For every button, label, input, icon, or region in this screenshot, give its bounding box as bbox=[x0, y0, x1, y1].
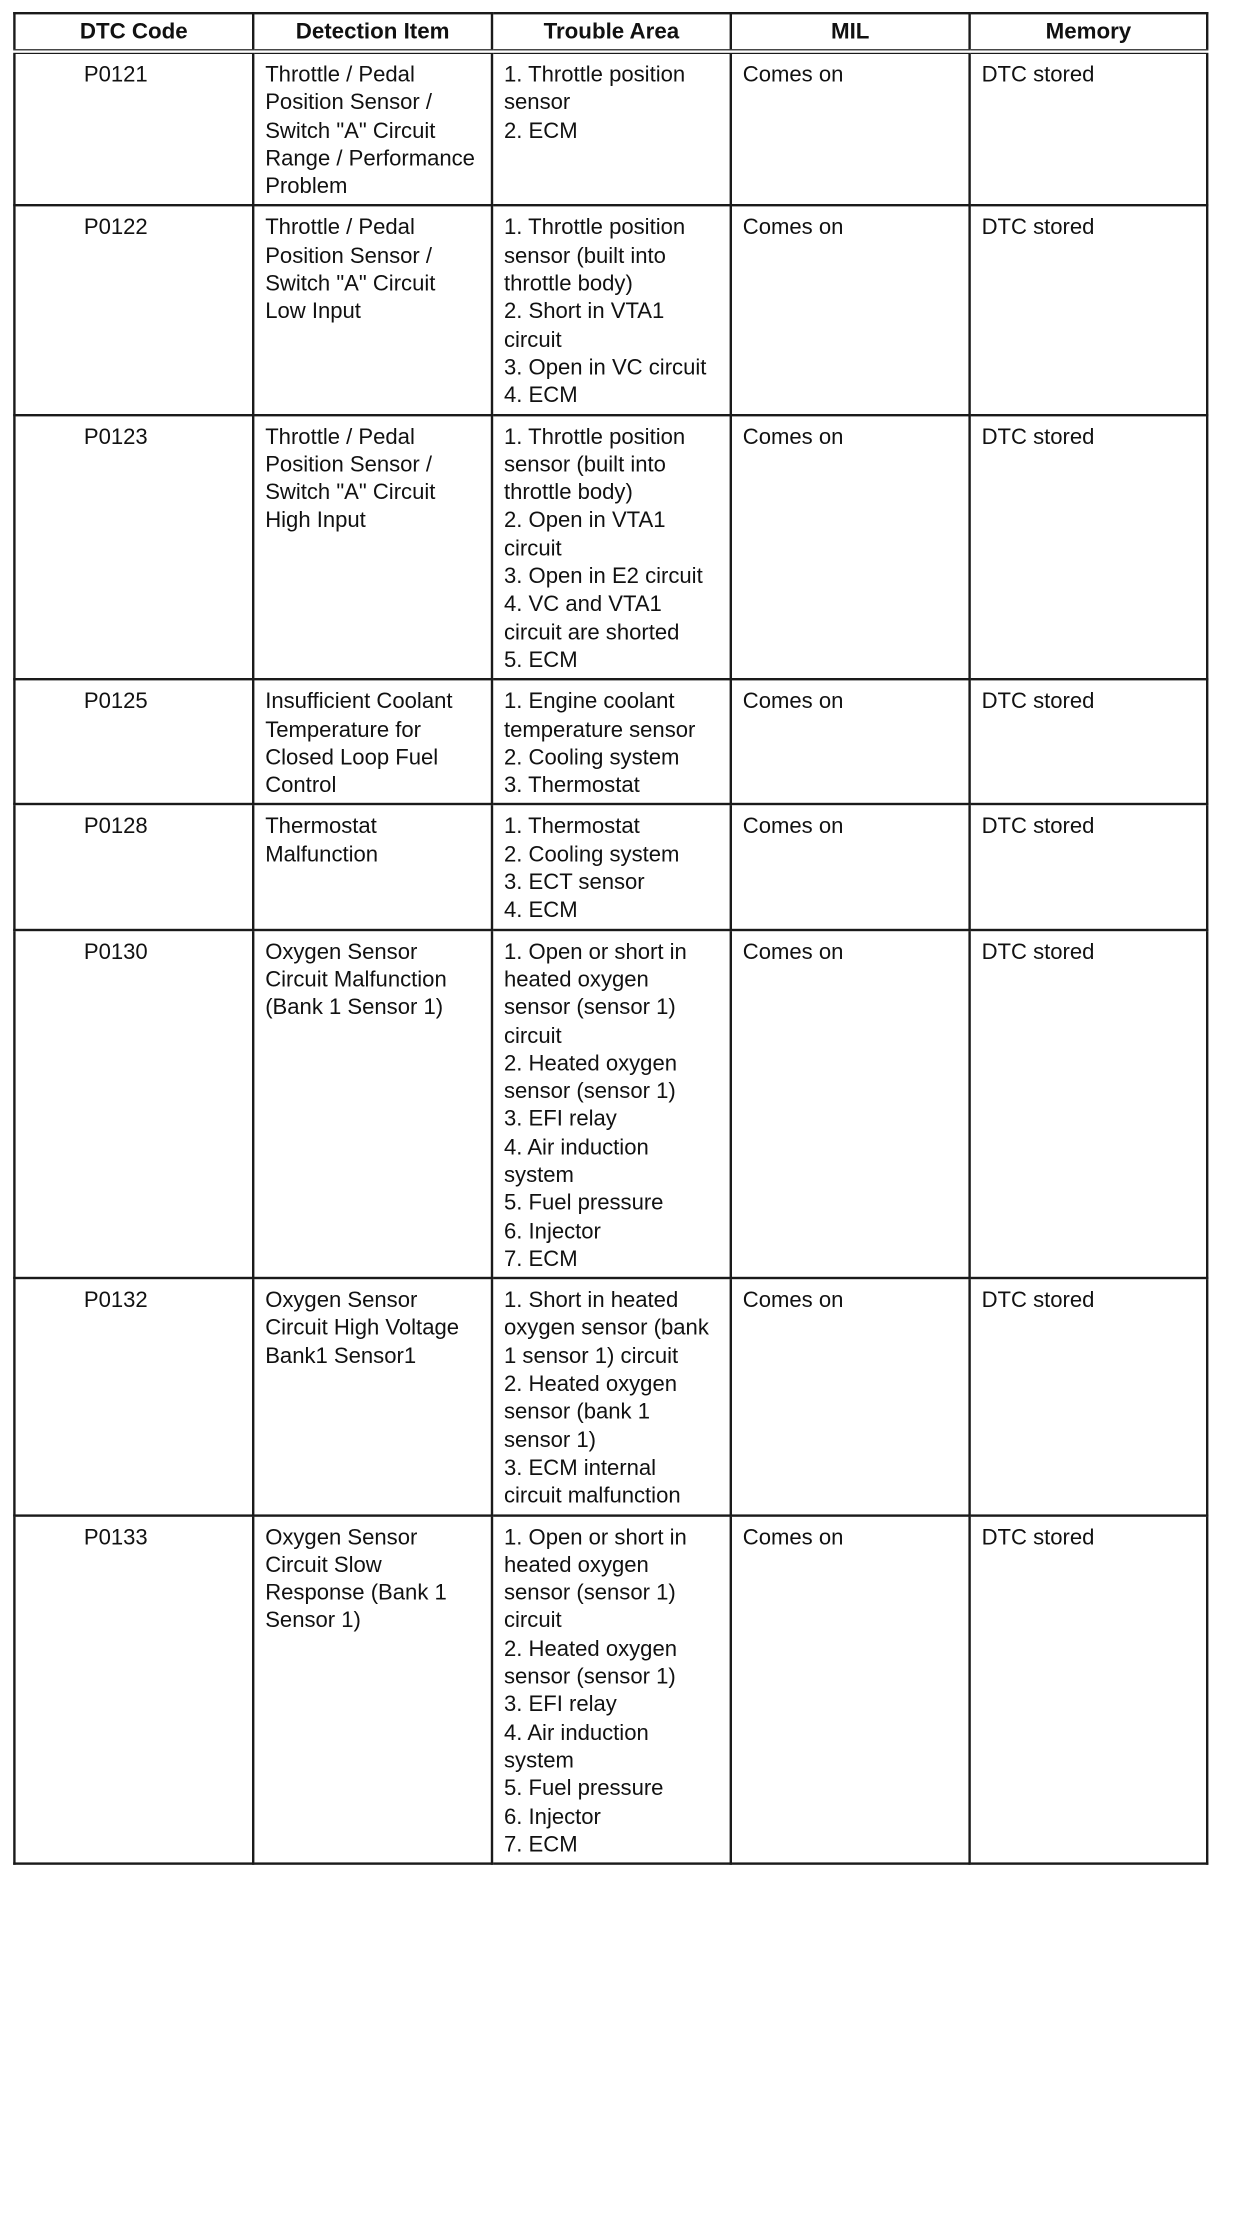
trouble-area-line: system bbox=[504, 1747, 574, 1773]
trouble-area-cell bbox=[492, 1278, 731, 1515]
memory-cell: DTC stored bbox=[970, 206, 1208, 415]
detection-item-line: Position Sensor / bbox=[265, 242, 433, 268]
trouble-area-line: 5. Fuel pressure bbox=[504, 1775, 664, 1801]
mil-cell: Comes on bbox=[731, 1278, 970, 1515]
table-row bbox=[14, 206, 1207, 415]
detection-item-line: Circuit High Voltage bbox=[265, 1314, 460, 1340]
mil-cell: Comes on bbox=[731, 415, 970, 680]
trouble-area-line: circuit bbox=[504, 1021, 562, 1047]
trouble-area-line: sensor (sensor 1) bbox=[504, 1579, 676, 1605]
detection-item-line: Position Sensor / bbox=[265, 451, 433, 477]
table-row bbox=[14, 930, 1207, 1279]
trouble-area-line: sensor (built into bbox=[504, 451, 666, 477]
detection-item-line: Range / Performance bbox=[265, 145, 475, 171]
trouble-area-line: 2. Cooling system bbox=[504, 743, 680, 769]
dtc-code-cell: P0121 bbox=[14, 52, 253, 206]
trouble-area-line: 1. Thermostat bbox=[504, 812, 640, 839]
mil-cell: Comes on bbox=[731, 930, 970, 1279]
trouble-area-line: heated oxygen bbox=[504, 1551, 649, 1577]
trouble-area-line: 2. Cooling system bbox=[504, 840, 680, 867]
detection-item-line: Circuit Malfunction bbox=[265, 965, 447, 992]
detection-item-cell bbox=[253, 679, 492, 804]
dtc-code-cell: P0130 bbox=[14, 930, 253, 1279]
trouble-area-line: sensor (sensor 1) bbox=[504, 1663, 676, 1689]
trouble-area-line: temperature sensor bbox=[504, 715, 696, 742]
detection-item-line: Circuit Slow bbox=[265, 1551, 382, 1577]
trouble-area-cell bbox=[492, 1515, 731, 1864]
trouble-area-line: 7. ECM bbox=[504, 1830, 578, 1857]
detection-item-line: Oxygen Sensor bbox=[265, 937, 418, 964]
detection-item-line: High Input bbox=[265, 506, 366, 533]
dtc-code-cell: P0133 bbox=[14, 1515, 253, 1864]
detection-item-line: Control bbox=[265, 771, 337, 797]
trouble-area-line: 2. Heated oxygen bbox=[504, 1370, 678, 1396]
trouble-area-line: throttle body) bbox=[504, 478, 633, 505]
table-row bbox=[14, 805, 1207, 930]
trouble-area-cell bbox=[492, 679, 731, 804]
trouble-area-line: 3. Open in VC circuit bbox=[504, 353, 707, 380]
table-row bbox=[14, 1278, 1207, 1515]
trouble-area-line: 1. Throttle position bbox=[504, 61, 686, 87]
trouble-area-line: sensor (built into bbox=[504, 242, 666, 268]
detection-item-line: Low Input bbox=[265, 298, 361, 324]
detection-item-line: (Bank 1 Sensor 1) bbox=[265, 993, 444, 1020]
table-header bbox=[14, 13, 1207, 51]
detection-item-cell bbox=[253, 1278, 492, 1515]
table-row bbox=[14, 52, 1207, 206]
trouble-area-line: 3. ECT sensor bbox=[504, 868, 645, 895]
detection-item-line: Temperature for bbox=[265, 715, 421, 742]
header-dtc-code: DTC Code bbox=[14, 13, 253, 51]
trouble-area-line: 3. Thermostat bbox=[504, 771, 640, 797]
trouble-area-cell bbox=[492, 805, 731, 930]
trouble-area-line: system bbox=[504, 1161, 574, 1187]
detection-item-cell bbox=[253, 52, 492, 206]
trouble-area-line: 6. Injector bbox=[504, 1217, 601, 1243]
header-mil: MIL bbox=[731, 13, 970, 51]
table-row bbox=[14, 415, 1207, 680]
trouble-area-line: oxygen sensor (bank bbox=[504, 1314, 709, 1340]
trouble-area-line: circuit bbox=[504, 326, 562, 352]
detection-item-line: Throttle / Pedal bbox=[265, 423, 415, 449]
table-body bbox=[14, 52, 1207, 1864]
trouble-area-line: 4. ECM bbox=[504, 381, 578, 408]
dtc-code-cell: P0125 bbox=[14, 679, 253, 804]
memory-cell: DTC stored bbox=[970, 679, 1208, 804]
header-detection-item: Detection Item bbox=[253, 13, 492, 51]
trouble-area-line: throttle body) bbox=[504, 270, 633, 296]
dtc-table bbox=[13, 12, 1208, 1865]
mil-cell: Comes on bbox=[731, 1515, 970, 1864]
trouble-area-line: 4. VC and VTA1 bbox=[504, 590, 662, 617]
mil-cell: Comes on bbox=[731, 805, 970, 930]
detection-item-cell bbox=[253, 805, 492, 930]
trouble-area-line: 4. Air induction bbox=[504, 1719, 649, 1745]
detection-item-line: Switch "A" Circuit bbox=[265, 478, 436, 505]
detection-item-cell bbox=[253, 415, 492, 680]
trouble-area-line: 7. ECM bbox=[504, 1245, 578, 1271]
trouble-area-line: circuit malfunction bbox=[504, 1482, 681, 1508]
memory-cell: DTC stored bbox=[970, 930, 1208, 1279]
detection-item-line: Position Sensor / bbox=[265, 89, 433, 115]
trouble-area-line: 4. ECM bbox=[504, 896, 578, 922]
trouble-area-line: 2. Short in VTA1 bbox=[504, 298, 665, 324]
trouble-area-cell bbox=[492, 206, 731, 415]
trouble-area-line: 3. EFI relay bbox=[504, 1105, 617, 1131]
header-row bbox=[14, 13, 1207, 51]
trouble-area-line: 4. Air induction bbox=[504, 1133, 649, 1159]
memory-cell: DTC stored bbox=[970, 415, 1208, 680]
trouble-area-cell bbox=[492, 930, 731, 1279]
trouble-area-line: sensor 1) bbox=[504, 1426, 597, 1452]
dtc-code-cell: P0123 bbox=[14, 415, 253, 680]
trouble-area-line: 1. Engine coolant bbox=[504, 687, 675, 714]
trouble-area-line: 1. Short in heated bbox=[504, 1286, 679, 1312]
detection-item-cell bbox=[253, 206, 492, 415]
detection-item-line: Throttle / Pedal bbox=[265, 61, 415, 87]
trouble-area-line: 6. Injector bbox=[504, 1803, 601, 1829]
detection-item-line: Thermostat bbox=[265, 812, 377, 839]
trouble-area-line: 3. ECM internal bbox=[504, 1454, 657, 1480]
trouble-area-line: 2. ECM bbox=[504, 117, 578, 143]
detection-item-line: Sensor 1) bbox=[265, 1607, 361, 1633]
trouble-area-line: sensor (sensor 1) bbox=[504, 993, 676, 1020]
memory-cell: DTC stored bbox=[970, 1278, 1208, 1515]
trouble-area-line: 2. Heated oxygen bbox=[504, 1049, 678, 1075]
trouble-area-line: 1 sensor 1) circuit bbox=[504, 1342, 679, 1368]
dtc-code-cell: P0132 bbox=[14, 1278, 253, 1515]
trouble-area-line: sensor (sensor 1) bbox=[504, 1077, 676, 1103]
trouble-area-cell bbox=[492, 415, 731, 680]
memory-cell: DTC stored bbox=[970, 1515, 1208, 1864]
detection-item-line: Insufficient Coolant bbox=[265, 687, 453, 714]
trouble-area-line: 1. Throttle position bbox=[504, 423, 686, 449]
trouble-area-line: 5. Fuel pressure bbox=[504, 1189, 664, 1215]
trouble-area-line: 1. Throttle position bbox=[504, 214, 686, 240]
table-row bbox=[14, 1515, 1207, 1864]
detection-item-line: Switch "A" Circuit bbox=[265, 270, 436, 296]
detection-item-line: Malfunction bbox=[265, 840, 379, 867]
trouble-area-line: sensor (bank 1 bbox=[504, 1398, 650, 1424]
detection-item-line: Bank1 Sensor1 bbox=[265, 1342, 417, 1368]
header-memory: Memory bbox=[970, 13, 1208, 51]
dtc-code-cell: P0122 bbox=[14, 206, 253, 415]
trouble-area-line: 3. EFI relay bbox=[504, 1691, 617, 1717]
trouble-area-line: 1. Open or short in bbox=[504, 937, 687, 964]
detection-item-line: Throttle / Pedal bbox=[265, 214, 415, 240]
trouble-area-line: 5. ECM bbox=[504, 646, 578, 672]
mil-cell: Comes on bbox=[731, 679, 970, 804]
table-row bbox=[14, 679, 1207, 804]
dtc-code-cell: P0128 bbox=[14, 805, 253, 930]
detection-item-line: Oxygen Sensor bbox=[265, 1286, 418, 1312]
detection-item-cell bbox=[253, 930, 492, 1279]
detection-item-cell bbox=[253, 1515, 492, 1864]
detection-item-line: Switch "A" Circuit bbox=[265, 117, 436, 143]
trouble-area-line: 2. Heated oxygen bbox=[504, 1635, 678, 1661]
mil-cell: Comes on bbox=[731, 206, 970, 415]
detection-item-line: Response (Bank 1 bbox=[265, 1579, 447, 1605]
detection-item-line: Problem bbox=[265, 173, 348, 199]
memory-cell: DTC stored bbox=[970, 805, 1208, 930]
trouble-area-line: circuit bbox=[504, 534, 562, 561]
mil-cell: Comes on bbox=[731, 52, 970, 206]
trouble-area-line: 1. Open or short in bbox=[504, 1523, 687, 1549]
header-trouble-area: Trouble Area bbox=[492, 13, 731, 51]
detection-item-line: Oxygen Sensor bbox=[265, 1523, 418, 1549]
trouble-area-line: 3. Open in E2 circuit bbox=[504, 562, 703, 589]
trouble-area-line: circuit are shorted bbox=[504, 618, 680, 644]
trouble-area-line: 2. Open in VTA1 bbox=[504, 506, 666, 533]
trouble-area-line: circuit bbox=[504, 1607, 562, 1633]
detection-item-line: Closed Loop Fuel bbox=[265, 743, 439, 769]
memory-cell: DTC stored bbox=[970, 52, 1208, 206]
trouble-area-line: sensor bbox=[504, 89, 571, 115]
trouble-area-cell bbox=[492, 52, 731, 206]
trouble-area-line: heated oxygen bbox=[504, 965, 649, 992]
